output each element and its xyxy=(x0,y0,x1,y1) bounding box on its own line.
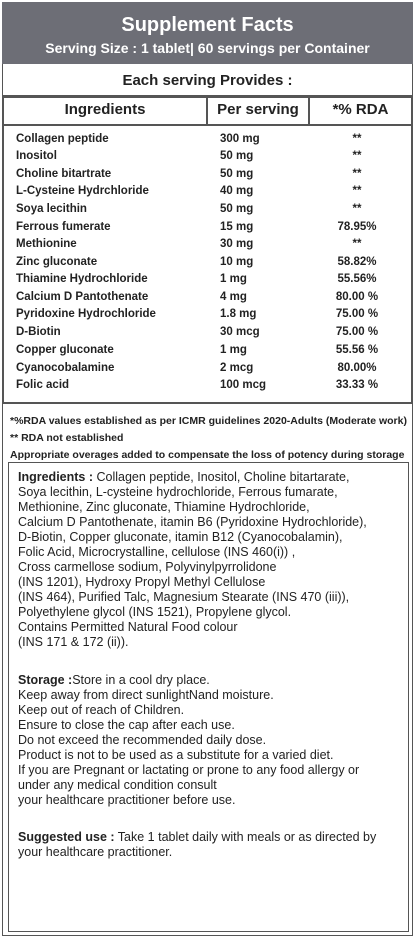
per-serving-value: 1 mg xyxy=(220,273,247,285)
table-row xyxy=(0,377,417,394)
ingredient-name: Zinc gluconate xyxy=(16,256,98,268)
rda-value: 33.33 % xyxy=(335,379,379,391)
rda-value: ** xyxy=(352,150,362,162)
per-serving-value: 300 mg xyxy=(220,133,260,145)
ingredient-name: Pyridoxine Hydrochloride xyxy=(16,308,156,320)
rda-value: 58.82% xyxy=(337,256,377,268)
ingredient-name: Thiamine Hydrochloride xyxy=(16,273,148,285)
serving-provides-heading: Each serving Provides : xyxy=(2,66,413,96)
ingredients-label: Ingredients : xyxy=(18,470,94,484)
serving-size: Serving Size : 1 tablet| 60 servings per Container xyxy=(45,40,370,56)
table-row xyxy=(0,236,417,253)
per-serving-value: 50 mg xyxy=(220,203,254,215)
ingredient-name: D-Biotin xyxy=(16,326,61,338)
column-header-per-serving: Per serving xyxy=(217,101,299,118)
rda-value: 80.00 % xyxy=(335,291,379,303)
page-title: Supplement Facts xyxy=(121,14,294,36)
storage-line: Product is not to be used as a substitute for a varied diet. xyxy=(18,748,334,762)
rda-value: 55.56 % xyxy=(335,344,379,356)
rda-value: 75.00 % xyxy=(335,308,379,320)
ingredient-name: Choline bitartrate xyxy=(16,168,112,180)
per-serving-value: 15 mg xyxy=(220,221,254,233)
ingredients-line: (INS 1201), Hydroxy Propyl Methyl Cellulose xyxy=(18,575,266,589)
ingredients-line: Folic Acid, Microcrystalline, cellulose (INS 460(i)) , xyxy=(18,545,296,559)
column-header-ingredients: Ingredients xyxy=(64,101,146,118)
column-header-rda: *% RDA xyxy=(332,101,389,118)
suggested-use-section xyxy=(18,830,406,860)
table-row xyxy=(0,342,417,359)
table-row xyxy=(0,360,417,377)
table-row xyxy=(0,131,417,148)
per-serving-value: 4 mg xyxy=(220,291,247,303)
storage-line: Keep away from direct sunlightNand moisture. xyxy=(18,688,274,702)
storage-line: Ensure to close the cap after each use. xyxy=(18,718,235,732)
storage-line: If you are Pregnant or lactating or prone to any food allergy or xyxy=(18,763,360,777)
footnote: *%RDA values established as per ICMR guidelines 2020-Adults (Moderate work) xyxy=(10,415,407,427)
ingredients-line: Methionine, Zinc gluconate, Thiamine Hydrochloride, xyxy=(18,500,310,514)
ingredient-name: Soya lecithin xyxy=(16,203,87,215)
ingredient-name: Folic acid xyxy=(16,379,70,391)
rda-value: ** xyxy=(352,203,362,215)
ingredients-line: Polyethylene glycol (INS 1521), Propylene glycol. xyxy=(18,605,292,619)
ingredient-name: Methionine xyxy=(16,238,77,250)
table-row xyxy=(0,254,417,271)
suggested-use-line: Take 1 tablet daily with meals or as directed by xyxy=(114,830,377,844)
ingredient-name: L-Cysteine Hydrchloride xyxy=(16,185,149,197)
per-serving-value: 100 mcg xyxy=(220,379,267,391)
storage-line: under any medical condition consult xyxy=(18,778,217,792)
suggested-line: your healthcare practitioner. xyxy=(18,845,173,859)
footnote: Appropriate overages added to compensate the loss of potency during storage xyxy=(10,449,405,461)
ingredients-section xyxy=(18,470,406,650)
ingredient-name: Collagen peptide xyxy=(16,133,109,145)
rda-value: ** xyxy=(352,168,362,180)
table-row xyxy=(0,183,417,200)
rda-value: ** xyxy=(352,238,362,250)
rda-value: 80.00% xyxy=(337,362,377,374)
footnote: ** RDA not established xyxy=(10,432,124,444)
ingredients-line: Cross carmellose sodium, Polyvinylpyrrolidone xyxy=(18,560,277,574)
per-serving-value: 40 mg xyxy=(220,185,254,197)
table-row xyxy=(0,324,417,341)
ingredient-name: Inositol xyxy=(16,150,57,162)
ingredients-line: D-Biotin, Copper gluconate, itamin B12 (Cyanocobalamin), xyxy=(18,530,343,544)
facts-header xyxy=(2,2,413,64)
rda-value: ** xyxy=(352,185,362,197)
table-row xyxy=(0,148,417,165)
table-row xyxy=(0,219,417,236)
ingredient-name: Copper gluconate xyxy=(16,344,114,356)
ingredients-line: Soya lecithin, L-cysteine hydrochloride, Ferrous fumarate, xyxy=(18,485,338,499)
storage-label: Storage : xyxy=(18,673,73,687)
table-row xyxy=(0,271,417,288)
per-serving-value: 30 mg xyxy=(220,238,254,250)
ingredients-line: Contains Permitted Natural Food colour xyxy=(18,620,238,634)
per-serving-value: 50 mg xyxy=(220,150,254,162)
table-row xyxy=(0,306,417,323)
ingredients-line: Calcium D Pantothenate, itamin B6 (Pyridoxine Hydrochloride), xyxy=(18,515,367,529)
table-row xyxy=(0,289,417,306)
storage-line: Store in a cool dry place. xyxy=(72,673,210,687)
ingredient-name: Ferrous fumerate xyxy=(16,221,111,233)
per-serving-value: 30 mcg xyxy=(220,326,260,338)
rda-value: 75.00 % xyxy=(335,326,379,338)
table-row xyxy=(0,201,417,218)
rda-value: 55.56% xyxy=(337,273,377,285)
per-serving-value: 1 mg xyxy=(220,344,247,356)
ingredients-line: (INS 171 & 172 (ii)). xyxy=(18,635,129,649)
ingredient-name: Cyanocobalamine xyxy=(16,362,115,374)
per-serving-value: 1.8 mg xyxy=(220,308,257,320)
per-serving-value: 2 mcg xyxy=(220,362,254,374)
per-serving-value: 10 mg xyxy=(220,256,254,268)
table-header-divider xyxy=(2,124,413,126)
storage-line: your healthcare practitioner before use. xyxy=(18,793,236,807)
ingredients-line: Collagen peptide, Inositol, Choline bitartarate, xyxy=(93,470,350,484)
rda-value: 78.95% xyxy=(337,221,377,233)
suggested-use-label: Suggested use : xyxy=(18,830,115,844)
table-row xyxy=(0,166,417,183)
rda-value: ** xyxy=(352,133,362,145)
storage-section xyxy=(18,673,406,808)
ingredient-name: Calcium D Pantothenate xyxy=(16,291,149,303)
per-serving-value: 50 mg xyxy=(220,168,254,180)
storage-line: Keep out of reach of Children. xyxy=(18,703,185,717)
storage-line: Do not exceed the recommended daily dose. xyxy=(18,733,267,747)
ingredients-line: (INS 464), Purified Talc, Magnesium Stearate (INS 470 (iii)), xyxy=(18,590,350,604)
